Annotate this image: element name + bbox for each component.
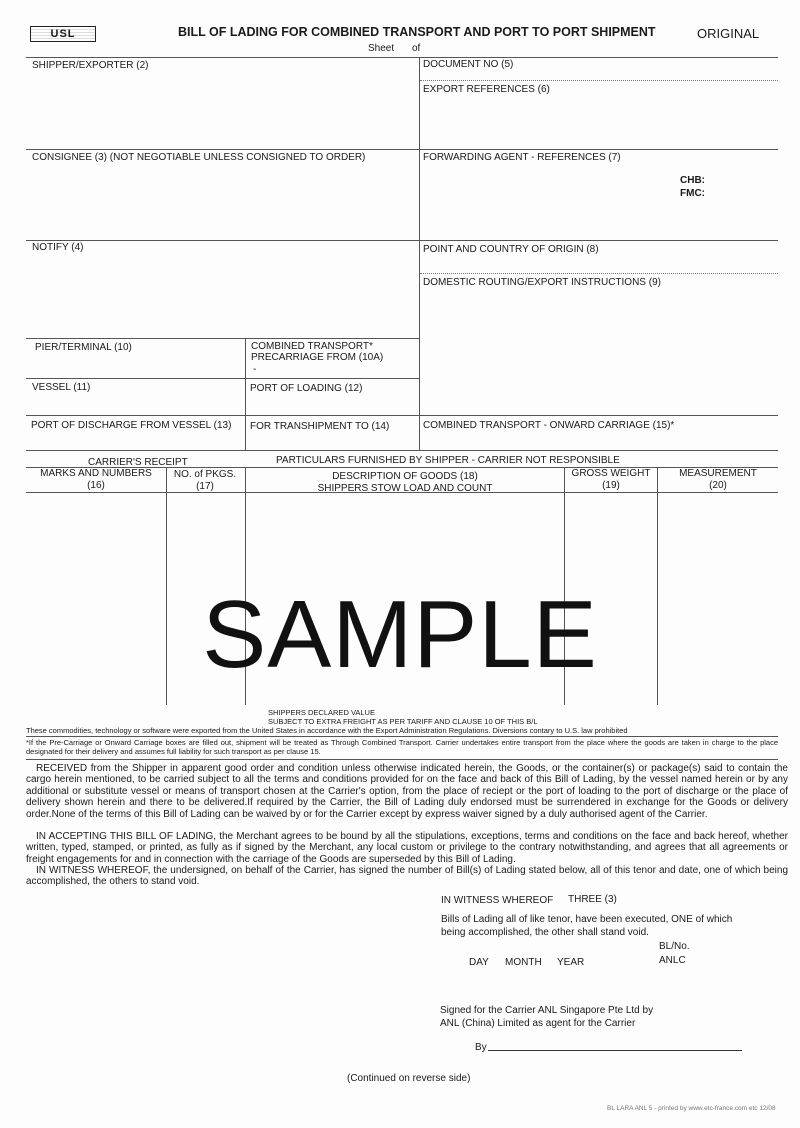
vessel-label: VESSEL (11): [32, 382, 91, 393]
onward-carriage-label: COMBINED TRANSPORT - ONWARD CARRIAGE (15)*: [423, 420, 675, 431]
col-gross-weight-header: GROSS WEIGHT (19): [571, 468, 651, 491]
day-label: DAY: [469, 957, 489, 968]
domestic-routing-label: DOMESTIC ROUTING/EXPORT INSTRUCTIONS (9): [423, 277, 661, 288]
bills-line-2: being accomplished, the other shall stand void.: [441, 927, 649, 938]
by-label: By: [475, 1042, 487, 1053]
rule-particulars: [26, 450, 778, 451]
export-notice: These commodities, technology or software were exported from the United States in accordance with the Export Administration Regulations. Diversions contary to U.S. law prohibited: [26, 726, 628, 735]
point-origin-label: POINT AND COUNTRY OF ORIGIN (8): [423, 244, 599, 255]
rule-column-body: [26, 492, 778, 493]
extra-freight-label: SUBJECT TO EXTRA FREIGHT AS PER TARIFF AND CLAUSE 10 OF THIS B/L: [268, 717, 538, 726]
declared-value-label: SHIPPERS DECLARED VALUE: [268, 708, 375, 717]
rule-terms: [26, 759, 778, 760]
port-discharge-label: PORT OF DISCHARGE FROM VESSEL (13): [31, 420, 232, 431]
month-label: MONTH: [505, 957, 542, 968]
pier-terminal-label: PIER/TERMINAL (10): [35, 342, 132, 353]
rule-notify: [26, 240, 778, 241]
col-pkgs-header: NO. of PKGS. (17): [173, 469, 237, 492]
precarriage-note: *If the Pre-Carriage or Onward Carriage boxes are filled out, shipment will be treated as Through Combined Transport. Carrier undertakes entire transport from the place where the goods are taken in charge to the place designated for their delivery and assumes full liability for such transport as per clause 15.: [26, 738, 778, 756]
of-label: of: [412, 43, 421, 54]
col-marks-header: MARKS AND NUMBERS (16): [40, 468, 152, 491]
sheet-label: Sheet: [368, 43, 395, 54]
left-subdivider: [245, 338, 246, 450]
shipper-label: SHIPPER/EXPORTER (2): [32, 60, 149, 71]
rule-notice: [26, 736, 778, 737]
top-rule: [26, 57, 778, 58]
rule-consignee: [26, 149, 778, 150]
witness-whereof-label: IN WITNESS WHEREOF: [441, 895, 554, 906]
rule-docno: [420, 80, 778, 81]
bl-no-label: BL/No.: [659, 941, 690, 952]
consignee-label: CONSIGNEE (3) (NOT NEGOTIABLE UNLESS CONSIGNED TO ORDER): [32, 152, 366, 163]
chb-label: CHB:: [680, 175, 705, 186]
center-divider: [419, 57, 420, 450]
precarriage-label: PRECARRIAGE FROM (10A): [251, 352, 384, 363]
rule-origin: [420, 273, 778, 274]
bills-line-1: Bills of Lading all of like tenor, have been executed, ONE of which: [441, 914, 733, 925]
anlc-label: ANLC: [659, 955, 686, 966]
accepting-clause: IN ACCEPTING THIS BILL OF LADING, the Merchant agrees to be bound by all the stipulations, exceptions, terms and conditions on the face and back hereof, whether written, typed, stamped, or printed, as fully as if signed by the Merchant, any local custom or privilege to the contrary notwithstanding, and agrees that all agreements or freight engagements for and in connection with the carriage of the Goods are superseded by this Bill of Lading.: [26, 831, 788, 865]
usl-logo: USL: [30, 26, 96, 42]
carriers-receipt-label: CARRIER'S RECEIPT: [88, 457, 188, 468]
precarriage-dash: -: [253, 364, 257, 375]
printer-footer: BL LARA ANL 5 - printed by www.etc-france.com etc 12/08: [607, 1105, 776, 1112]
witness-clause: IN WITNESS WHEREOF, the undersigned, on behalf of the Carrier, has signed the number of Bill(s) of Lading stated below, all of this tenor and date, one of which being accomplished, the others to stand void.: [26, 865, 788, 888]
transhipment-label: FOR TRANSHIPMENT TO (14): [250, 421, 390, 432]
rule-vessel: [26, 378, 419, 379]
rule-pier: [26, 338, 419, 339]
export-references-label: EXPORT REFERENCES (6): [423, 84, 550, 95]
sample-watermark: SAMPLE: [202, 581, 598, 688]
rule-discharge: [26, 415, 778, 416]
signature-line: [488, 1050, 742, 1051]
three-copies-label: THREE (3): [568, 894, 617, 905]
signed-line-2: ANL (China) Limited as agent for the Carrier: [440, 1018, 636, 1029]
col-description-header: DESCRIPTION OF GOODS (18) SHIPPERS STOW LOAD AND COUNT: [317, 471, 493, 494]
port-loading-label: PORT OF LOADING (12): [250, 383, 363, 394]
forwarding-agent-label: FORWARDING AGENT - REFERENCES (7): [423, 152, 621, 163]
original-label: ORIGINAL: [697, 26, 760, 41]
col-measurement-header: MEASUREMENT (20): [679, 468, 757, 491]
document-no-label: DOCUMENT NO (5): [423, 59, 514, 70]
continued-label: (Continued on reverse side): [347, 1073, 471, 1084]
year-label: YEAR: [557, 957, 585, 968]
particulars-furnished-label: PARTICULARS FURNISHED BY SHIPPER - CARRIER NOT RESPONSIBLE: [276, 455, 620, 466]
signed-line-1: Signed for the Carrier ANL Singapore Pte Ltd by: [440, 1005, 654, 1016]
notify-label: NOTIFY (4): [32, 242, 84, 253]
document-title: BILL OF LADING FOR COMBINED TRANSPORT AND PORT TO PORT SHIPMENT: [178, 25, 656, 39]
fmc-label: FMC:: [680, 188, 705, 199]
received-clause: RECEIVED from the Shipper in apparent good order and condition unless otherwise indicated herein, the Goods, or the container(s) or package(s) said to contain the cargo herein mentioned, to be carried subject to all the terms and conditions provided for on the face and back of this Bill of Lading, by the vessel named herein or by any additional or substitute vessel or means of transport chosen at the Carrier's option, from the place of reciept or the port of loading to the port of discharge or the place of delivery shown herein and there to be delivered.If required by the Carrier, the Bill of Lading duly endorsed must be surrendered in exchange for the Goods or delivery order.None of the terms of this Bill of Lading can be waived by or for the Carrier except by express waiver signed by a duly authorised agent of the Carrier.: [26, 763, 788, 820]
combined-transport-label: COMBINED TRANSPORT*: [251, 341, 373, 352]
